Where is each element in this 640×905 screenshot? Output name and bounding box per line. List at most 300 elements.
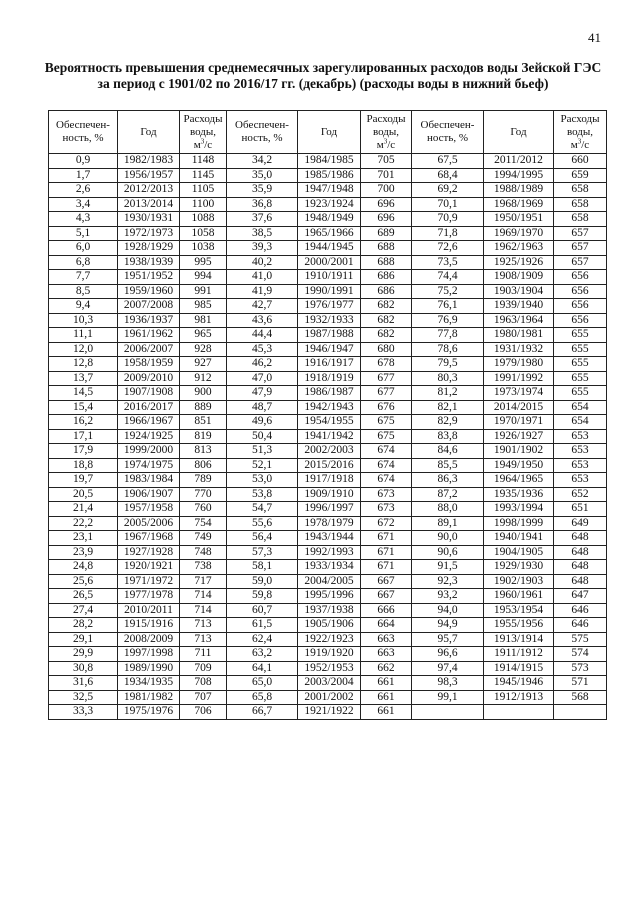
flow-cell: 648 — [554, 545, 607, 560]
probability-cell: 77,8 — [412, 328, 484, 343]
year-cell: 1972/1973 — [118, 226, 180, 241]
table-row — [49, 531, 607, 546]
year-cell: 1961/1962 — [118, 328, 180, 343]
probability-cell: 0,9 — [49, 154, 118, 169]
header-year: Год — [118, 111, 180, 154]
year-cell: 1965/1966 — [298, 226, 361, 241]
probability-cell: 70,9 — [412, 212, 484, 227]
table-row — [49, 603, 607, 618]
probability-cell: 40,2 — [227, 255, 298, 270]
year-cell: 2003/2004 — [298, 676, 361, 691]
flow-cell: 575 — [554, 632, 607, 647]
flow-cell: 965 — [180, 328, 227, 343]
flow-cell: 675 — [361, 429, 412, 444]
flow-cell: 700 — [361, 183, 412, 198]
probability-cell: 20,5 — [49, 487, 118, 502]
probability-cell: 27,4 — [49, 603, 118, 618]
probability-cell: 50,4 — [227, 429, 298, 444]
probability-cell: 17,9 — [49, 444, 118, 459]
table-row — [49, 560, 607, 575]
flow-cell: 653 — [554, 473, 607, 488]
year-cell: 2014/2015 — [484, 400, 554, 415]
year-cell: 1925/1926 — [484, 255, 554, 270]
probability-cell: 94,9 — [412, 618, 484, 633]
probability-cell: 1,7 — [49, 168, 118, 183]
probability-cell: 67,5 — [412, 154, 484, 169]
table-row — [49, 574, 607, 589]
flow-cell: 981 — [180, 313, 227, 328]
year-cell: 1998/1999 — [484, 516, 554, 531]
year-cell: 1905/1906 — [298, 618, 361, 633]
table-row — [49, 458, 607, 473]
year-cell: 2012/2013 — [118, 183, 180, 198]
probability-cell: 38,5 — [227, 226, 298, 241]
flow-cell: 1088 — [180, 212, 227, 227]
flow-cell: 655 — [554, 357, 607, 372]
probability-cell: 31,6 — [49, 676, 118, 691]
year-cell: 2006/2007 — [118, 342, 180, 357]
flow-cell: 912 — [180, 371, 227, 386]
flow-cell: 1058 — [180, 226, 227, 241]
probability-cell: 63,2 — [227, 647, 298, 662]
year-cell: 1924/1925 — [118, 429, 180, 444]
probability-cell: 82,9 — [412, 415, 484, 430]
probability-cell: 55,6 — [227, 516, 298, 531]
probability-cell: 35,9 — [227, 183, 298, 198]
year-cell: 1957/1958 — [118, 502, 180, 517]
year-cell: 1938/1939 — [118, 255, 180, 270]
probability-cell: 37,6 — [227, 212, 298, 227]
year-cell: 1937/1938 — [298, 603, 361, 618]
probability-cell: 7,7 — [49, 270, 118, 285]
flow-cell: 573 — [554, 661, 607, 676]
table-row — [49, 516, 607, 531]
year-cell: 1950/1951 — [484, 212, 554, 227]
probability-cell: 97,4 — [412, 661, 484, 676]
header-probability: Обеспечен- ность, % — [412, 111, 484, 154]
flow-cell: 889 — [180, 400, 227, 415]
flow-cell: 705 — [361, 154, 412, 169]
year-cell: 1970/1971 — [484, 415, 554, 430]
probability-cell: 65,8 — [227, 690, 298, 705]
table-row — [49, 197, 607, 212]
year-cell: 1988/1989 — [484, 183, 554, 198]
flow-cell: 1145 — [180, 168, 227, 183]
year-cell: 1980/1981 — [484, 328, 554, 343]
probability-cell: 43,6 — [227, 313, 298, 328]
table-row — [49, 429, 607, 444]
flow-cell: 713 — [180, 632, 227, 647]
year-cell: 1912/1913 — [484, 690, 554, 705]
flow-cell: 661 — [361, 705, 412, 720]
header-probability: Обеспечен- ность, % — [227, 111, 298, 154]
header-flow: Расходы воды, $м^3/с$ — [180, 111, 227, 154]
year-cell: 1936/1937 — [118, 313, 180, 328]
year-cell: 1964/1965 — [484, 473, 554, 488]
flow-cell: 754 — [180, 516, 227, 531]
flow-cell: 658 — [554, 212, 607, 227]
probability-cell: 48,7 — [227, 400, 298, 415]
flow-cell: 851 — [180, 415, 227, 430]
probability-cell: 60,7 — [227, 603, 298, 618]
year-cell: 1989/1990 — [118, 661, 180, 676]
header-year: Год — [484, 111, 554, 154]
flow-cell: 927 — [180, 357, 227, 372]
flow-cell: 661 — [361, 676, 412, 691]
flow-cell: 667 — [361, 589, 412, 604]
year-cell: 2007/2008 — [118, 299, 180, 314]
probability-cell: 51,3 — [227, 444, 298, 459]
probability-cell: 35,0 — [227, 168, 298, 183]
year-cell: 1994/1995 — [484, 168, 554, 183]
flow-cell: 656 — [554, 270, 607, 285]
flow-cell: 701 — [361, 168, 412, 183]
probability-cell: 95,7 — [412, 632, 484, 647]
probability-cell: 6,0 — [49, 241, 118, 256]
probability-cell: 73,5 — [412, 255, 484, 270]
title-line-2: за период с 1901/02 по 2016/17 гг. (декабрь) (расходы воды в нижний бьеф) — [97, 76, 549, 91]
header-probability: Обеспечен- ность, % — [49, 111, 118, 154]
flow-cell: 680 — [361, 342, 412, 357]
year-cell: 1966/1967 — [118, 415, 180, 430]
flow-cell: 663 — [361, 647, 412, 662]
flow-cell: 657 — [554, 241, 607, 256]
year-cell: 1945/1946 — [484, 676, 554, 691]
probability-cell: 23,1 — [49, 531, 118, 546]
flow-cell: 659 — [554, 168, 607, 183]
year-cell: 1983/1984 — [118, 473, 180, 488]
year-cell: 1971/1972 — [118, 574, 180, 589]
year-cell: 1949/1950 — [484, 458, 554, 473]
flow-cell: 900 — [180, 386, 227, 401]
probability-cell: 9,4 — [49, 299, 118, 314]
year-cell: 1968/1969 — [484, 197, 554, 212]
table-row — [49, 357, 607, 372]
year-cell: 1951/1952 — [118, 270, 180, 285]
flow-cell: 656 — [554, 284, 607, 299]
year-cell: 1997/1998 — [118, 647, 180, 662]
flow-cell: 653 — [554, 444, 607, 459]
year-cell: 1985/1986 — [298, 168, 361, 183]
table-row — [49, 241, 607, 256]
probability-cell: 47,0 — [227, 371, 298, 386]
flow-cell: 749 — [180, 531, 227, 546]
probability-cell: 83,8 — [412, 429, 484, 444]
table-header-row — [49, 111, 607, 154]
probability-cell: 13,7 — [49, 371, 118, 386]
table-row — [49, 386, 607, 401]
year-cell: 1990/1991 — [298, 284, 361, 299]
year-cell: 1932/1933 — [298, 313, 361, 328]
probability-cell: 82,1 — [412, 400, 484, 415]
flow-cell: 653 — [554, 458, 607, 473]
flow-cell: 985 — [180, 299, 227, 314]
probability-cell: 65,0 — [227, 676, 298, 691]
probability-cell: 11,1 — [49, 328, 118, 343]
probability-cell: 94,0 — [412, 603, 484, 618]
year-cell: 1977/1978 — [118, 589, 180, 604]
probability-cell: 42,7 — [227, 299, 298, 314]
probability-cell: 16,2 — [49, 415, 118, 430]
table-row — [49, 632, 607, 647]
flow-cell: 1148 — [180, 154, 227, 169]
year-cell: 1981/1982 — [118, 690, 180, 705]
probability-cell: 86,3 — [412, 473, 484, 488]
year-cell: 1906/1907 — [118, 487, 180, 502]
year-cell: 1955/1956 — [484, 618, 554, 633]
year-cell: 1934/1935 — [118, 676, 180, 691]
year-cell: 1956/1957 — [118, 168, 180, 183]
probability-cell: 44,4 — [227, 328, 298, 343]
flow-cell: 574 — [554, 647, 607, 662]
flow-cell: 655 — [554, 328, 607, 343]
probability-cell: 12,0 — [49, 342, 118, 357]
probability-cell: 36,8 — [227, 197, 298, 212]
flow-cell: 664 — [361, 618, 412, 633]
flow-cell: 677 — [361, 371, 412, 386]
probability-cell: 93,2 — [412, 589, 484, 604]
probability-cell: 99,1 — [412, 690, 484, 705]
year-cell: 1904/1905 — [484, 545, 554, 560]
flow-cell: 714 — [180, 603, 227, 618]
probability-cell: 53,0 — [227, 473, 298, 488]
table-row — [49, 299, 607, 314]
flow-cell: 654 — [554, 415, 607, 430]
probability-cell: 90,6 — [412, 545, 484, 560]
flow-cell: 994 — [180, 270, 227, 285]
year-cell: 1993/1994 — [484, 502, 554, 517]
year-cell: 1935/1936 — [484, 487, 554, 502]
year-cell: 2002/2003 — [298, 444, 361, 459]
flow-cell: 663 — [361, 632, 412, 647]
year-cell: 2000/2001 — [298, 255, 361, 270]
year-cell: 1976/1977 — [298, 299, 361, 314]
flow-cell: 696 — [361, 197, 412, 212]
flow-cell: 689 — [361, 226, 412, 241]
probability-cell: 21,4 — [49, 502, 118, 517]
probability-cell: 10,3 — [49, 313, 118, 328]
year-cell: 1922/1923 — [298, 632, 361, 647]
probability-cell: 5,1 — [49, 226, 118, 241]
flow-cell — [554, 705, 607, 720]
probability-cell: 28,2 — [49, 618, 118, 633]
flow-cell: 711 — [180, 647, 227, 662]
year-cell: 1996/1997 — [298, 502, 361, 517]
flow-cell: 658 — [554, 197, 607, 212]
header-flow: Расходы воды, $м^3/с$ — [554, 111, 607, 154]
year-cell: 1917/1918 — [298, 473, 361, 488]
flow-cell: 682 — [361, 313, 412, 328]
probability-cell: 87,2 — [412, 487, 484, 502]
probability-cell: 41,0 — [227, 270, 298, 285]
flow-probability-table — [48, 110, 607, 720]
year-cell: 1973/1974 — [484, 386, 554, 401]
flow-cell: 658 — [554, 183, 607, 198]
flow-cell: 671 — [361, 560, 412, 575]
flow-cell: 657 — [554, 255, 607, 270]
table-row — [49, 444, 607, 459]
flow-cell: 806 — [180, 458, 227, 473]
year-cell: 1967/1968 — [118, 531, 180, 546]
flow-cell: 653 — [554, 429, 607, 444]
year-cell: 2005/2006 — [118, 516, 180, 531]
flow-cell: 678 — [361, 357, 412, 372]
table-row — [49, 545, 607, 560]
flow-cell: 688 — [361, 255, 412, 270]
flow-cell: 995 — [180, 255, 227, 270]
year-cell: 2009/2010 — [118, 371, 180, 386]
year-cell: 1913/1914 — [484, 632, 554, 647]
probability-cell: 96,6 — [412, 647, 484, 662]
flow-cell: 656 — [554, 313, 607, 328]
flow-cell: 651 — [554, 502, 607, 517]
flow-cell: 707 — [180, 690, 227, 705]
year-cell: 2016/2017 — [118, 400, 180, 415]
probability-cell: 75,2 — [412, 284, 484, 299]
probability-cell: 69,2 — [412, 183, 484, 198]
flow-cell: 662 — [361, 661, 412, 676]
probability-cell: 76,9 — [412, 313, 484, 328]
year-cell: 1953/1954 — [484, 603, 554, 618]
probability-cell: 59,0 — [227, 574, 298, 589]
probability-cell: 46,2 — [227, 357, 298, 372]
probability-cell: 14,5 — [49, 386, 118, 401]
flow-cell: 657 — [554, 226, 607, 241]
year-cell: 1910/1911 — [298, 270, 361, 285]
flow-cell: 673 — [361, 502, 412, 517]
flow-cell: 568 — [554, 690, 607, 705]
year-cell: 1978/1979 — [298, 516, 361, 531]
table-row — [49, 168, 607, 183]
year-cell: 1954/1955 — [298, 415, 361, 430]
year-cell: 1987/1988 — [298, 328, 361, 343]
year-cell — [484, 705, 554, 720]
table-row — [49, 183, 607, 198]
year-cell: 1944/1945 — [298, 241, 361, 256]
flow-cell: 813 — [180, 444, 227, 459]
probability-cell: 45,3 — [227, 342, 298, 357]
flow-cell: 672 — [361, 516, 412, 531]
flow-cell: 738 — [180, 560, 227, 575]
flow-cell: 696 — [361, 212, 412, 227]
flow-cell: 688 — [361, 241, 412, 256]
flow-cell: 686 — [361, 270, 412, 285]
year-cell: 1939/1940 — [484, 299, 554, 314]
year-cell: 1948/1949 — [298, 212, 361, 227]
probability-cell: 85,5 — [412, 458, 484, 473]
flow-cell: 652 — [554, 487, 607, 502]
table-row — [49, 255, 607, 270]
year-cell: 1928/1929 — [118, 241, 180, 256]
table-row — [49, 212, 607, 227]
year-cell: 1927/1928 — [118, 545, 180, 560]
table-row — [49, 589, 607, 604]
flow-cell: 648 — [554, 574, 607, 589]
flow-cell: 674 — [361, 473, 412, 488]
year-cell: 1915/1916 — [118, 618, 180, 633]
year-cell: 1933/1934 — [298, 560, 361, 575]
document-title — [40, 60, 606, 92]
probability-cell: 57,3 — [227, 545, 298, 560]
flow-cell: 682 — [361, 328, 412, 343]
flow-cell: 671 — [361, 531, 412, 546]
flow-cell: 708 — [180, 676, 227, 691]
year-cell: 1946/1947 — [298, 342, 361, 357]
flow-cell: 1100 — [180, 197, 227, 212]
year-cell: 1943/1944 — [298, 531, 361, 546]
flow-cell: 682 — [361, 299, 412, 314]
table-row — [49, 647, 607, 662]
year-cell: 1908/1909 — [484, 270, 554, 285]
probability-cell: 23,9 — [49, 545, 118, 560]
year-cell: 1920/1921 — [118, 560, 180, 575]
flow-cell: 717 — [180, 574, 227, 589]
year-cell: 1947/1948 — [298, 183, 361, 198]
year-cell: 1909/1910 — [298, 487, 361, 502]
year-cell: 1952/1953 — [298, 661, 361, 676]
flow-cell: 571 — [554, 676, 607, 691]
year-cell: 1982/1983 — [118, 154, 180, 169]
probability-cell: 17,1 — [49, 429, 118, 444]
probability-cell: 26,5 — [49, 589, 118, 604]
year-cell: 1963/1964 — [484, 313, 554, 328]
flow-cell: 661 — [361, 690, 412, 705]
table-row — [49, 618, 607, 633]
probability-cell: 76,1 — [412, 299, 484, 314]
year-cell: 1921/1922 — [298, 705, 361, 720]
probability-cell: 72,6 — [412, 241, 484, 256]
year-cell: 2001/2002 — [298, 690, 361, 705]
table-row — [49, 473, 607, 488]
probability-cell: 64,1 — [227, 661, 298, 676]
probability-cell: 54,7 — [227, 502, 298, 517]
flow-cell: 656 — [554, 299, 607, 314]
probability-cell: 91,5 — [412, 560, 484, 575]
page-number: 41 — [588, 30, 601, 45]
table-row — [49, 270, 607, 285]
probability-cell: 62,4 — [227, 632, 298, 647]
year-cell: 1930/1931 — [118, 212, 180, 227]
probability-cell: 32,5 — [49, 690, 118, 705]
table-row — [49, 371, 607, 386]
flow-cell: 1038 — [180, 241, 227, 256]
year-cell: 1995/1996 — [298, 589, 361, 604]
probability-cell: 80,3 — [412, 371, 484, 386]
probability-cell: 15,4 — [49, 400, 118, 415]
flow-cell: 646 — [554, 618, 607, 633]
probability-cell: 34,2 — [227, 154, 298, 169]
probability-cell: 4,3 — [49, 212, 118, 227]
flow-cell: 675 — [361, 415, 412, 430]
probability-cell: 68,4 — [412, 168, 484, 183]
probability-cell: 2,6 — [49, 183, 118, 198]
year-cell: 1960/1961 — [484, 589, 554, 604]
probability-cell: 53,8 — [227, 487, 298, 502]
table-row — [49, 328, 607, 343]
table-row — [49, 487, 607, 502]
probability-cell: 70,1 — [412, 197, 484, 212]
year-cell: 1979/1980 — [484, 357, 554, 372]
flow-cell: 713 — [180, 618, 227, 633]
year-cell: 1940/1941 — [484, 531, 554, 546]
probability-cell: 66,7 — [227, 705, 298, 720]
year-cell: 1992/1993 — [298, 545, 361, 560]
flow-cell: 654 — [554, 400, 607, 415]
probability-cell: 3,4 — [49, 197, 118, 212]
year-cell: 1984/1985 — [298, 154, 361, 169]
probability-cell: 8,5 — [49, 284, 118, 299]
flow-cell: 655 — [554, 371, 607, 386]
